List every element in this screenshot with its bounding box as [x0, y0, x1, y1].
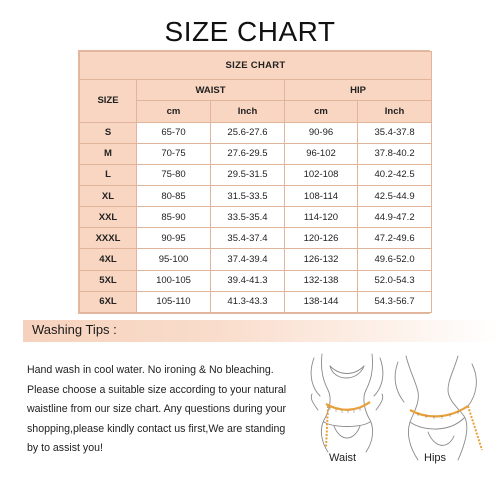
waist-measure-illustration	[300, 352, 395, 462]
hip-cm-cell: 132-138	[285, 270, 358, 291]
table-row	[80, 143, 432, 164]
hip-cm-cell: 96-102	[285, 143, 358, 164]
table-row	[80, 185, 432, 206]
hip-inch-cell: 47.2-49.6	[358, 228, 432, 249]
waist-cm-cell: 65-70	[137, 122, 211, 143]
hip-inch-cell: 37.8-40.2	[358, 143, 432, 164]
size-cell: XXL	[80, 207, 137, 228]
table-row	[80, 270, 432, 291]
hip-inch-header: Inch	[358, 101, 432, 122]
waist-figure-icon	[300, 352, 395, 462]
waist-inch-cell: 31.5-33.5	[211, 185, 285, 206]
hip-header: HIP	[285, 80, 432, 101]
table-row	[80, 228, 432, 249]
size-cell: 4XL	[80, 249, 137, 270]
waist-inch-cell: 25.6-27.6	[211, 122, 285, 143]
waist-cm-cell: 75-80	[137, 164, 211, 185]
size-cell: 6XL	[80, 291, 137, 312]
hips-figure-icon	[388, 352, 488, 462]
table-row	[80, 249, 432, 270]
waist-label: Waist	[329, 452, 357, 464]
hip-cm-cell: 102-108	[285, 164, 358, 185]
tape-icon	[326, 402, 370, 410]
instruction-line: shopping,please kindly contact us first,We are standing	[27, 422, 286, 435]
hip-cm-cell: 108-114	[285, 185, 358, 206]
hips-measure-illustration	[388, 352, 488, 462]
waist-cm-cell: 95-100	[137, 249, 211, 270]
table-title: SIZE CHART	[80, 52, 432, 80]
tape-icon	[410, 406, 468, 416]
instruction-line: Hand wash in cool water. No ironing & No bleaching.	[27, 364, 274, 376]
table-row	[80, 164, 432, 185]
waist-inch-cell: 35.4-37.4	[211, 228, 285, 249]
page-title: SIZE CHART	[164, 16, 336, 47]
waist-cm-cell: 70-75	[137, 143, 211, 164]
waist-cm-cell: 85-90	[137, 207, 211, 228]
hip-cm-header: cm	[285, 101, 358, 122]
waist-inch-cell: 39.4-41.3	[211, 270, 285, 291]
hip-inch-cell: 35.4-37.8	[358, 122, 432, 143]
washing-instructions	[27, 361, 307, 459]
waist-cm-cell: 80-85	[137, 185, 211, 206]
waist-cm-header: cm	[137, 101, 211, 122]
waist-header: WAIST	[137, 80, 285, 101]
hip-inch-cell: 44.9-47.2	[358, 207, 432, 228]
instruction-line: Please choose a suitable size according to your natural	[27, 383, 287, 396]
size-cell: XL	[80, 185, 137, 206]
waist-inch-cell: 41.3-43.3	[211, 291, 285, 312]
instruction-line: waistline from our size chart. Any questions during your	[27, 403, 287, 415]
hip-inch-cell: 49.6-52.0	[358, 249, 432, 270]
hip-cm-cell: 126-132	[285, 249, 358, 270]
waist-inch-cell: 37.4-39.4	[211, 249, 285, 270]
hip-cm-cell: 138-144	[285, 291, 358, 312]
hip-cm-cell: 120-126	[285, 228, 358, 249]
size-cell: L	[80, 164, 137, 185]
waist-cm-cell: 105-110	[137, 291, 211, 312]
hip-cm-cell: 90-96	[285, 122, 358, 143]
waist-inch-cell: 27.6-29.5	[211, 143, 285, 164]
size-header: SIZE	[80, 80, 137, 122]
size-chart-table	[78, 50, 430, 314]
hip-inch-cell: 54.3-56.7	[358, 291, 432, 312]
size-cell: XXXL	[80, 228, 137, 249]
waist-inch-cell: 29.5-31.5	[211, 164, 285, 185]
size-cell: 5XL	[80, 270, 137, 291]
hip-cm-cell: 114-120	[285, 207, 358, 228]
hip-inch-cell: 52.0-54.3	[358, 270, 432, 291]
waist-cm-cell: 90-95	[137, 228, 211, 249]
waist-inch-header: Inch	[211, 101, 285, 122]
table-row	[80, 291, 432, 312]
hips-label: Hips	[424, 452, 447, 464]
waist-cm-cell: 100-105	[137, 270, 211, 291]
size-cell: M	[80, 143, 137, 164]
table-row	[80, 207, 432, 228]
table-row	[80, 122, 432, 143]
waist-inch-cell: 33.5-35.4	[211, 207, 285, 228]
instruction-line: by to assist you!	[27, 442, 103, 454]
hip-inch-cell: 42.5-44.9	[358, 185, 432, 206]
washing-tips-title: Washing Tips :	[32, 322, 117, 337]
size-cell: S	[80, 122, 137, 143]
hip-inch-cell: 40.2-42.5	[358, 164, 432, 185]
